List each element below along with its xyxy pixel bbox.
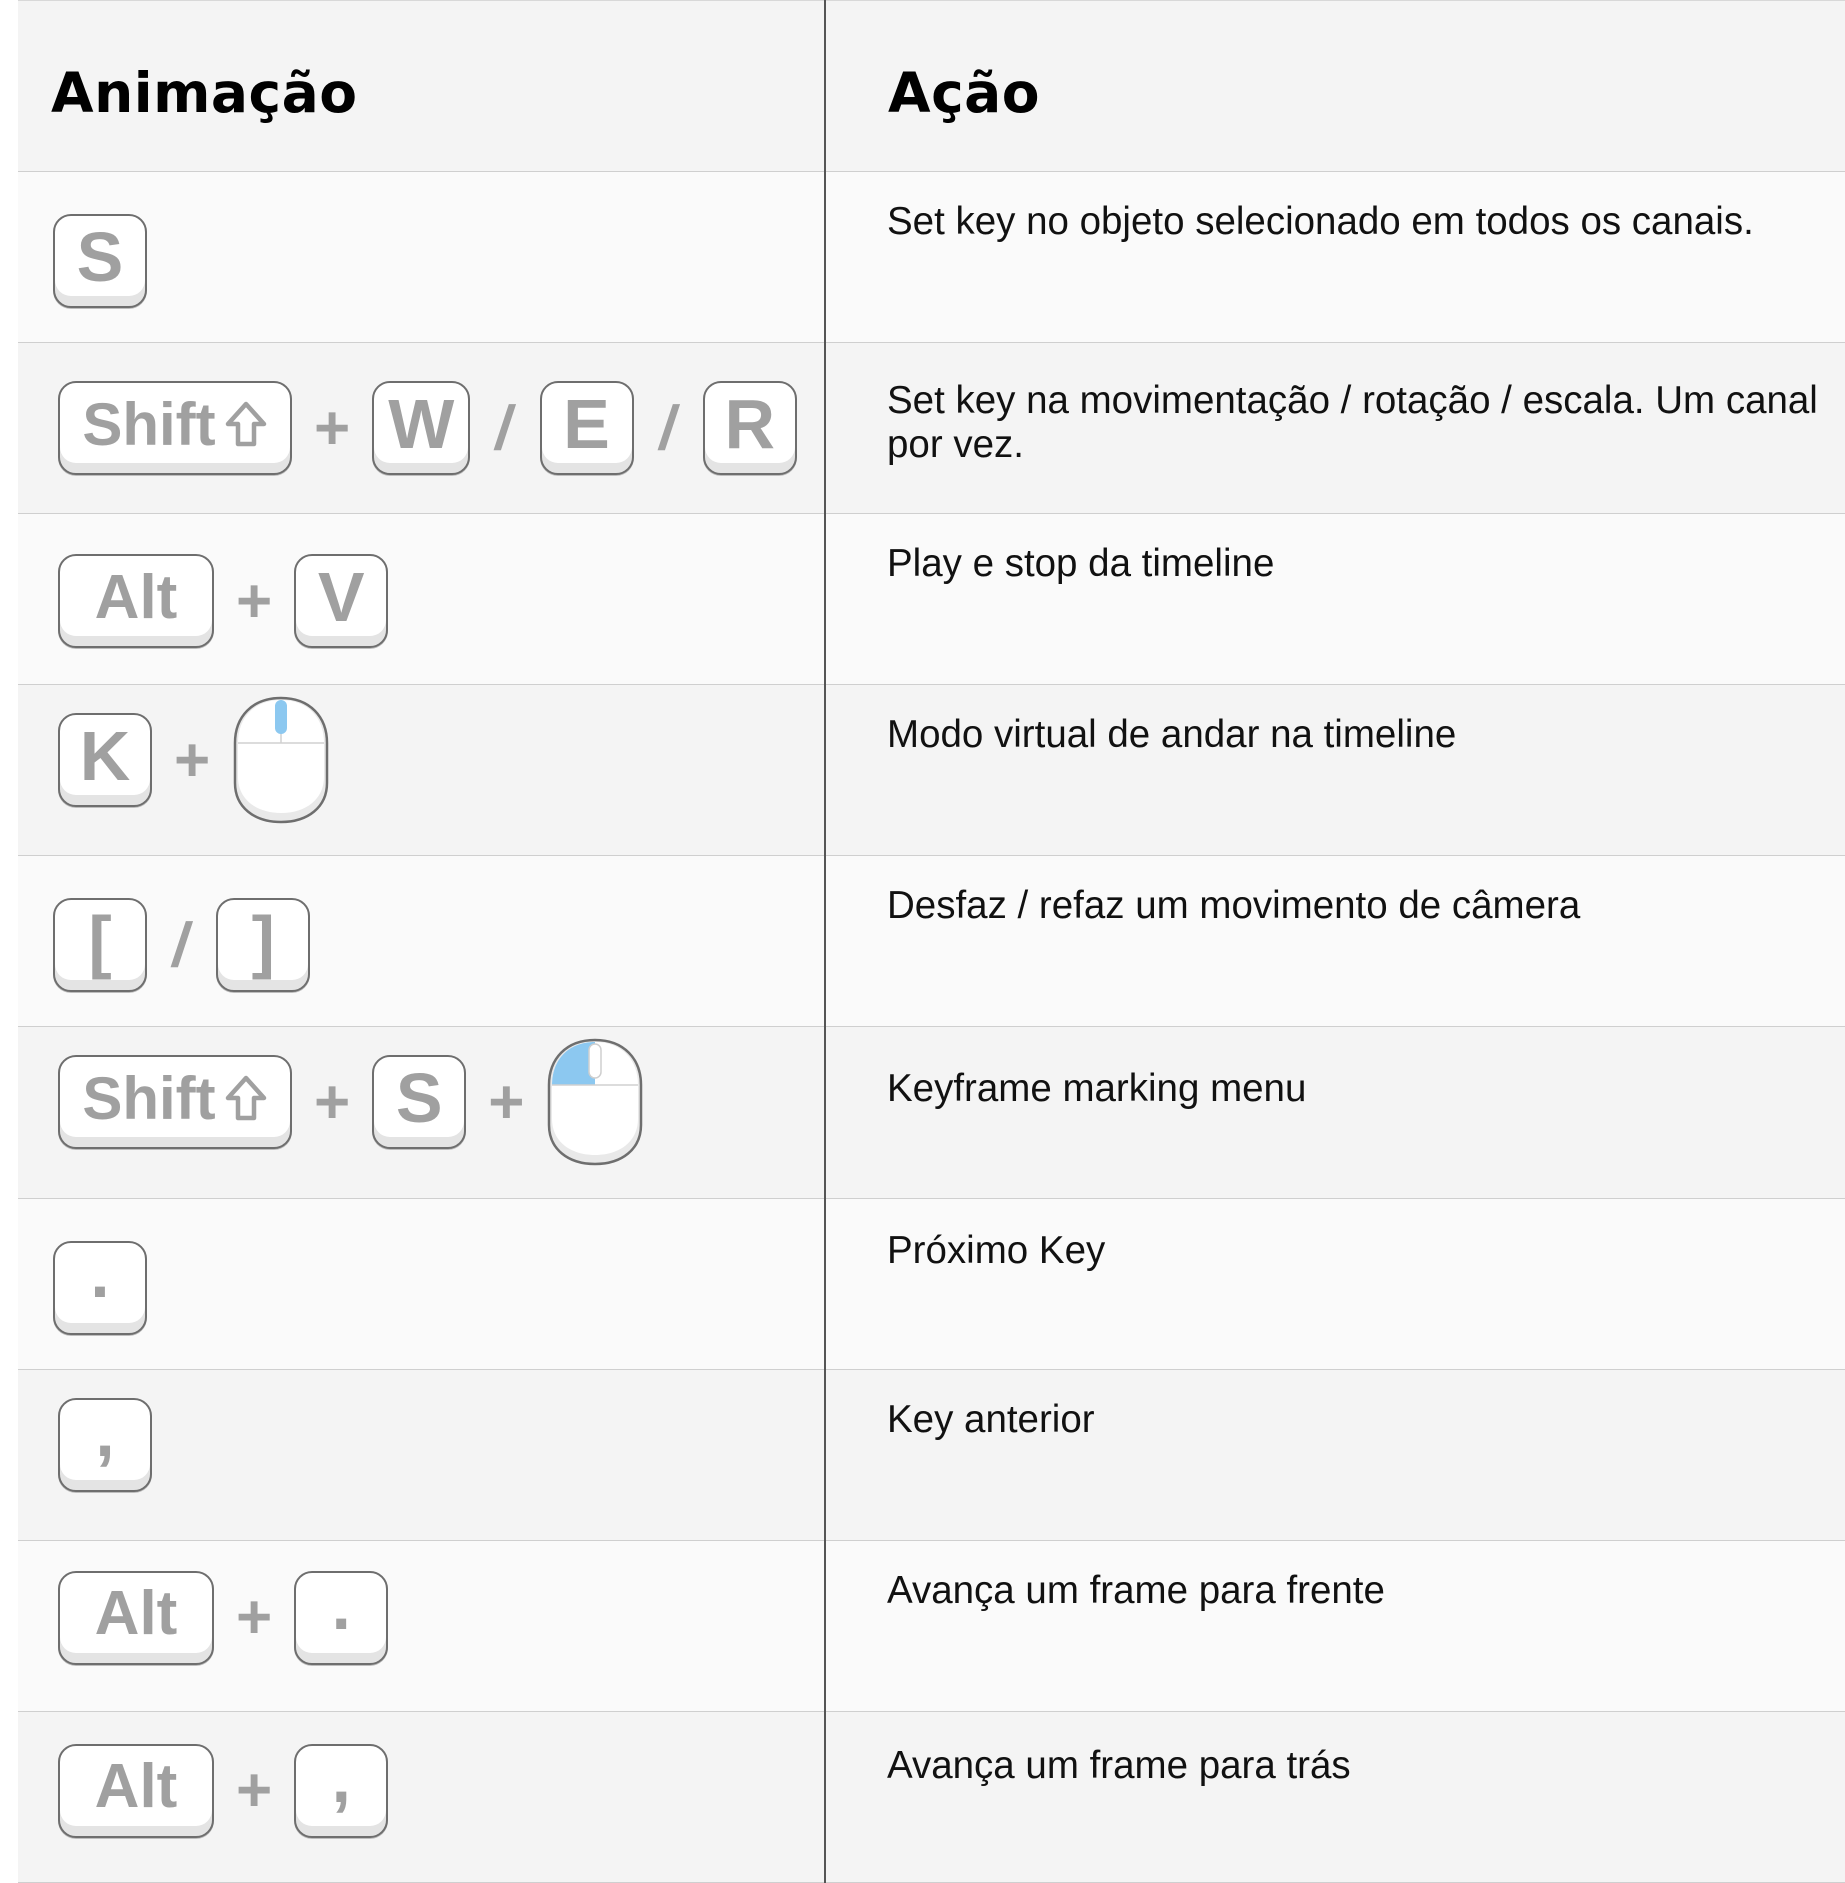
slash-separator: / — [491, 393, 519, 463]
shortcut-cell-7 — [18, 1370, 825, 1541]
key-comma: , — [294, 1744, 388, 1838]
key-shift — [58, 1055, 292, 1149]
key-shift — [58, 381, 292, 475]
plus-separator: + — [236, 1756, 273, 1826]
column-divider — [824, 0, 826, 1883]
shortcut-cell-0 — [18, 172, 825, 343]
action-text-8: Avança um frame para frente — [887, 1568, 1385, 1612]
action-cell-7 — [825, 1370, 1845, 1541]
key-alt: Alt — [58, 1571, 214, 1665]
shortcut-table — [18, 0, 1845, 1883]
plus-separator: + — [236, 1583, 273, 1653]
action-cell-3 — [825, 685, 1845, 856]
action-text-0: Set key no objeto selecionado em todos os canais. — [887, 200, 1754, 243]
shift-arrow-icon — [224, 1074, 268, 1122]
plus-separator: + — [314, 393, 351, 463]
key-period: . — [53, 1241, 147, 1335]
action-cell-2 — [825, 514, 1845, 685]
header-col1-label: Animação — [51, 61, 358, 125]
mouse-middle-button-icon — [232, 695, 330, 825]
header-animacao — [18, 0, 825, 172]
plus-separator: + — [488, 1067, 525, 1137]
key-k: K — [58, 713, 152, 807]
key-w: W — [372, 381, 470, 475]
key-period: . — [294, 1571, 388, 1665]
key-shift-label: Shift — [82, 1064, 216, 1132]
mouse-left-button-icon — [546, 1037, 644, 1167]
shortcut-cell-4 — [18, 856, 825, 1027]
plus-separator: + — [174, 725, 211, 795]
slash-separator: / — [168, 910, 196, 980]
action-text-3: Modo virtual de andar na timeline — [887, 713, 1457, 757]
shortcut-cell-1 — [18, 343, 825, 514]
shift-arrow-icon — [224, 400, 268, 448]
shortcut-cell-2 — [18, 514, 825, 685]
shortcut-cell-3 — [18, 685, 825, 856]
header-acao — [825, 0, 1845, 172]
action-cell-9 — [825, 1712, 1845, 1883]
action-cell-0 — [825, 172, 1845, 343]
key-v: V — [294, 554, 388, 648]
key-e: E — [540, 381, 634, 475]
action-text-4: Desfaz / refaz um movimento de câmera — [887, 884, 1581, 928]
shortcut-cell-6 — [18, 1199, 825, 1370]
action-text-5: Keyframe marking menu — [887, 1067, 1307, 1111]
slash-separator: / — [654, 393, 682, 463]
action-text-7: Key anterior — [887, 1397, 1095, 1441]
plus-separator: + — [236, 566, 273, 636]
shortcut-cell-8 — [18, 1541, 825, 1712]
shortcut-cell-9 — [18, 1712, 825, 1883]
action-cell-4 — [825, 856, 1845, 1027]
header-col2-label: Ação — [888, 61, 1041, 125]
key-alt: Alt — [58, 1744, 214, 1838]
action-cell-5 — [825, 1027, 1845, 1198]
shortcut-cell-5 — [18, 1027, 825, 1198]
key-alt: Alt — [58, 554, 214, 648]
plus-separator: + — [314, 1067, 351, 1137]
action-text-9: Avança um frame para trás — [887, 1743, 1351, 1787]
key-shift-label: Shift — [82, 390, 216, 458]
key-s: S — [372, 1055, 466, 1149]
action-text-2: Play e stop da timeline — [887, 542, 1275, 586]
key-open-bracket: [ — [53, 898, 147, 992]
key-close-bracket: ] — [216, 898, 310, 992]
action-text-1: Set key na movimentação / rotação / escala. Um canal por vez. — [887, 379, 1818, 467]
key-r: R — [703, 381, 797, 475]
action-cell-8 — [825, 1541, 1845, 1712]
action-text-6: Próximo Key — [887, 1228, 1106, 1272]
action-cell-6 — [825, 1199, 1845, 1370]
key-s: S — [53, 214, 147, 308]
action-cell-1 — [825, 343, 1845, 514]
key-comma: , — [58, 1398, 152, 1492]
